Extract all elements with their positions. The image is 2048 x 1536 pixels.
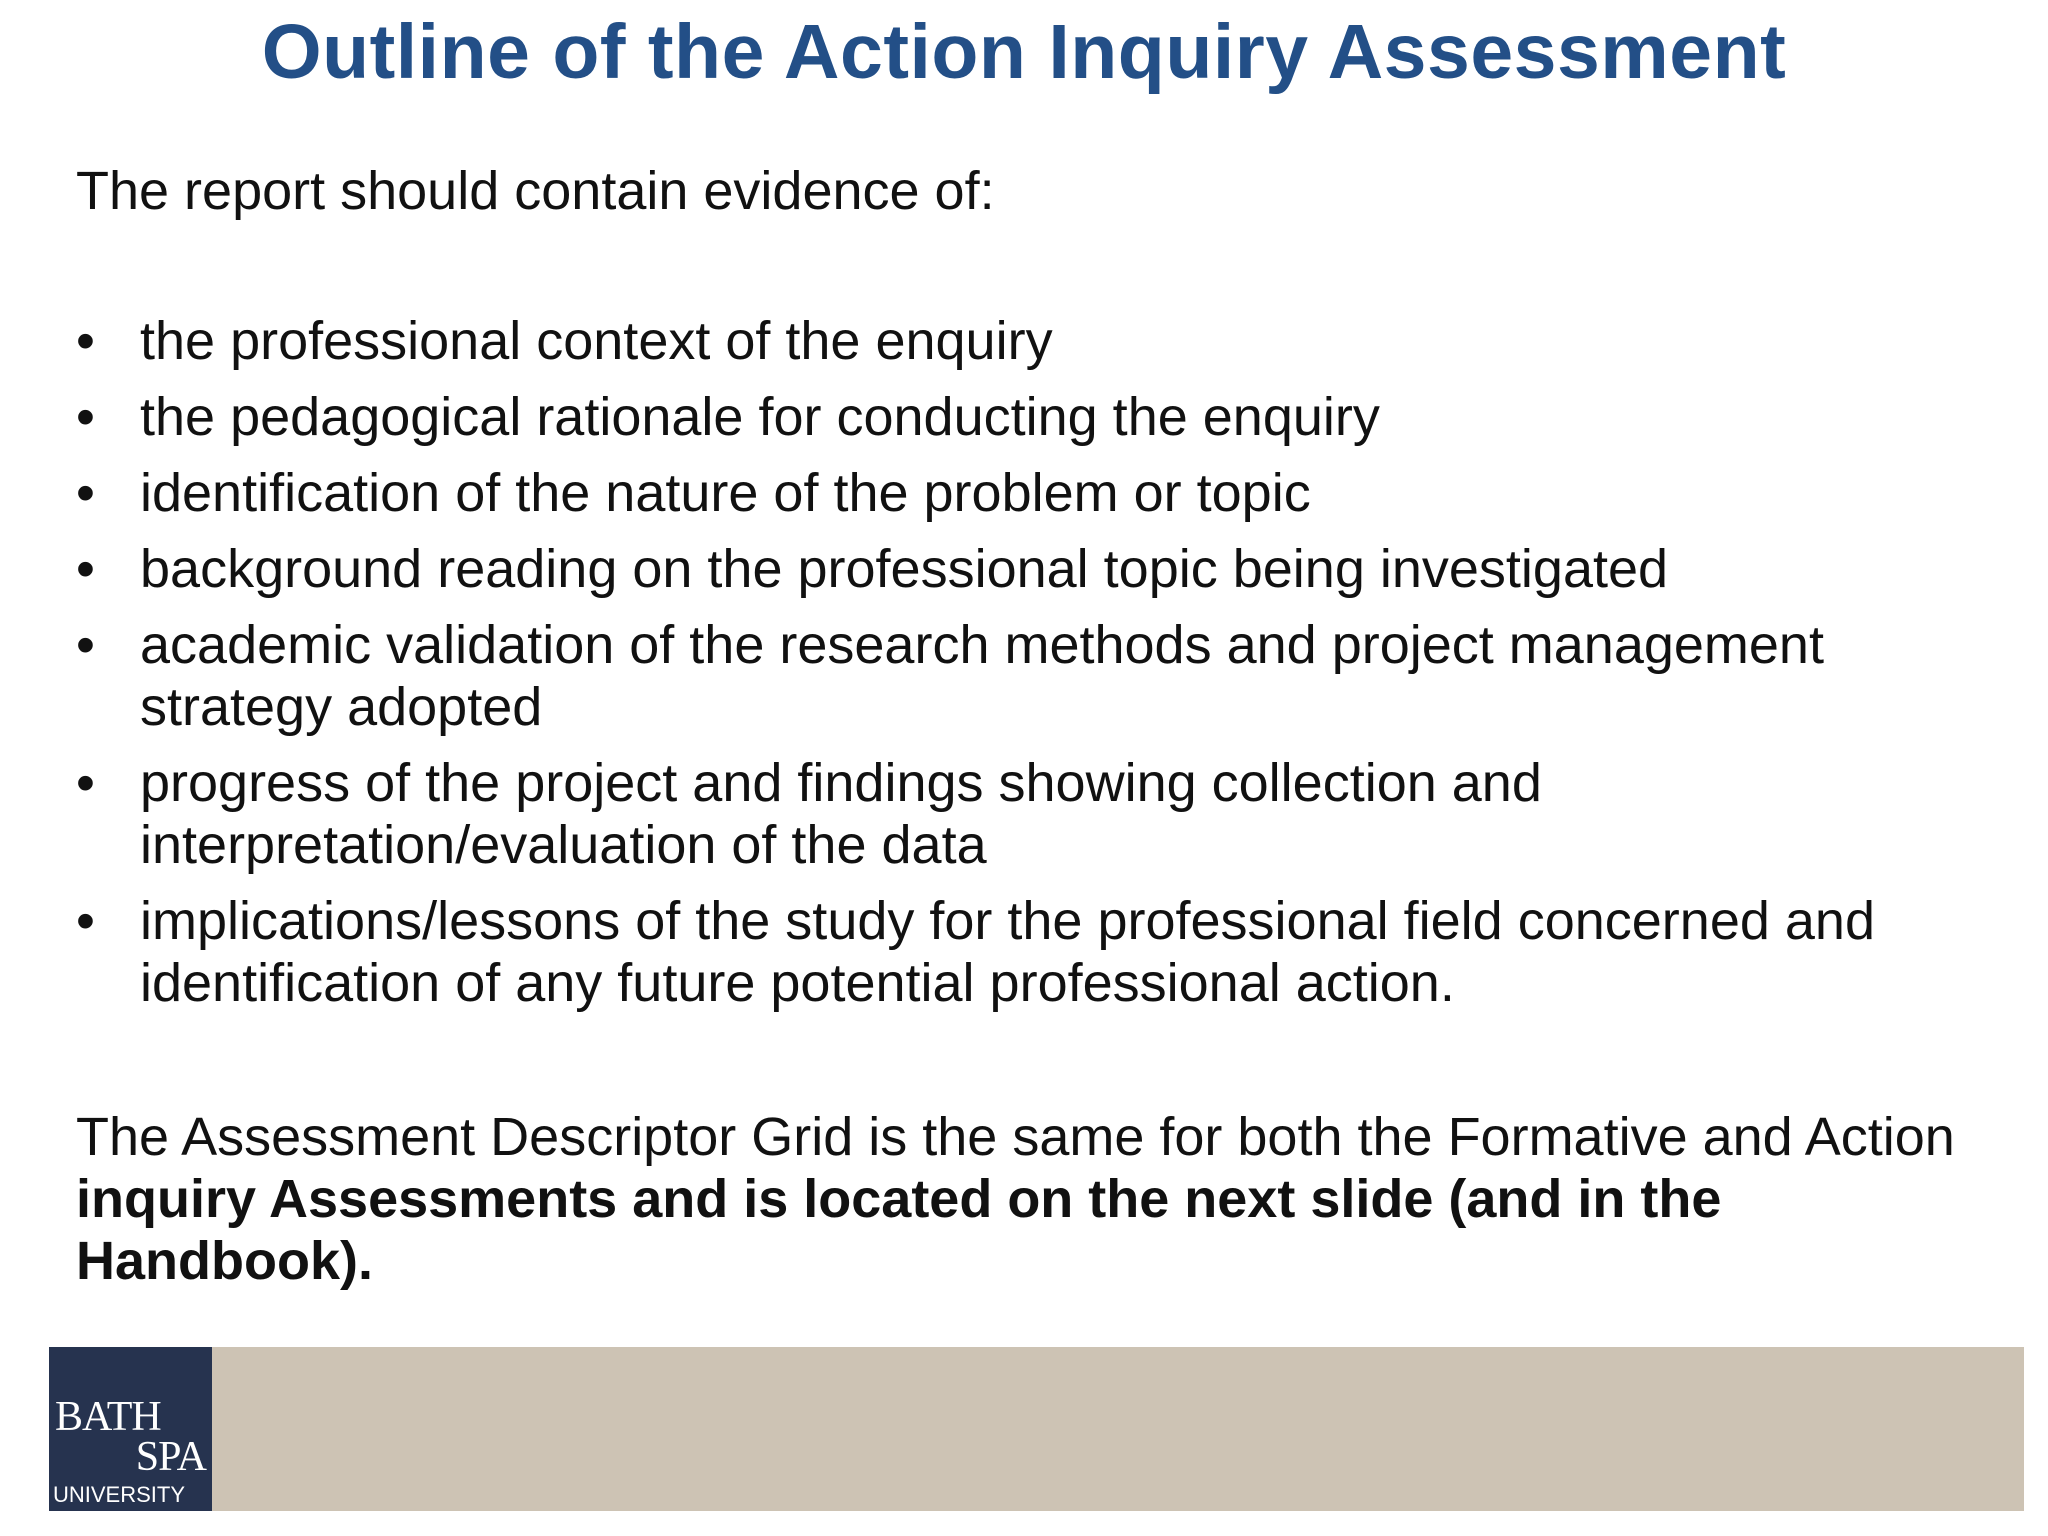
- slide-title: Outline of the Action Inquiry Assessment: [261, 9, 1787, 95]
- closing-bold-text: inquiry Assessments and is located on the next slide (and in the Handbook).: [76, 1169, 1722, 1291]
- list-item: [76, 310, 2006, 372]
- bullet-icon: •: [76, 311, 95, 371]
- bullet-icon: •: [76, 387, 95, 447]
- logo-text-spa: SPA: [135, 1434, 206, 1480]
- evidence-list: [76, 310, 2006, 1014]
- list-item: [76, 538, 2006, 600]
- list-item-text: background reading on the professional topic being investigated: [140, 539, 1669, 599]
- bullet-icon: •: [76, 539, 95, 599]
- bullet-icon: •: [76, 615, 95, 675]
- list-item: [76, 752, 2006, 876]
- list-item-text: academic validation of the research methods and project management strategy adopted: [140, 615, 1824, 737]
- list-item: [76, 614, 2006, 738]
- logo-text-bath: BATH: [55, 1394, 161, 1440]
- list-item-text: the professional context of the enquiry: [140, 311, 1053, 371]
- list-item-text: identification of the nature of the problem or topic: [140, 463, 1311, 523]
- intro-text: The report should contain evidence of:: [76, 161, 995, 221]
- closing-paragraph: [76, 1106, 2006, 1292]
- list-item-text: progress of the project and findings showing collection and interpretation/evaluation of the data: [140, 753, 1542, 875]
- logo-text-university: UNIVERSITY: [53, 1482, 186, 1507]
- slide-content: [76, 160, 2006, 1292]
- list-item-text: implications/lessons of the study for the professional field concerned and identification of any future potential professional action.: [140, 891, 1875, 1013]
- footer-band: [49, 1347, 2024, 1511]
- closing-text: The Assessment Descriptor Grid is the same for both the Formative and Action: [76, 1107, 1955, 1167]
- bullet-icon: •: [76, 753, 95, 813]
- list-item: [76, 462, 2006, 524]
- bullet-icon: •: [76, 463, 95, 523]
- list-item: [76, 386, 2006, 448]
- university-logo: [49, 1347, 212, 1511]
- list-item-text: the pedagogical rationale for conducting the enquiry: [140, 387, 1380, 447]
- bullet-icon: •: [76, 891, 95, 951]
- list-item: [76, 890, 2006, 1014]
